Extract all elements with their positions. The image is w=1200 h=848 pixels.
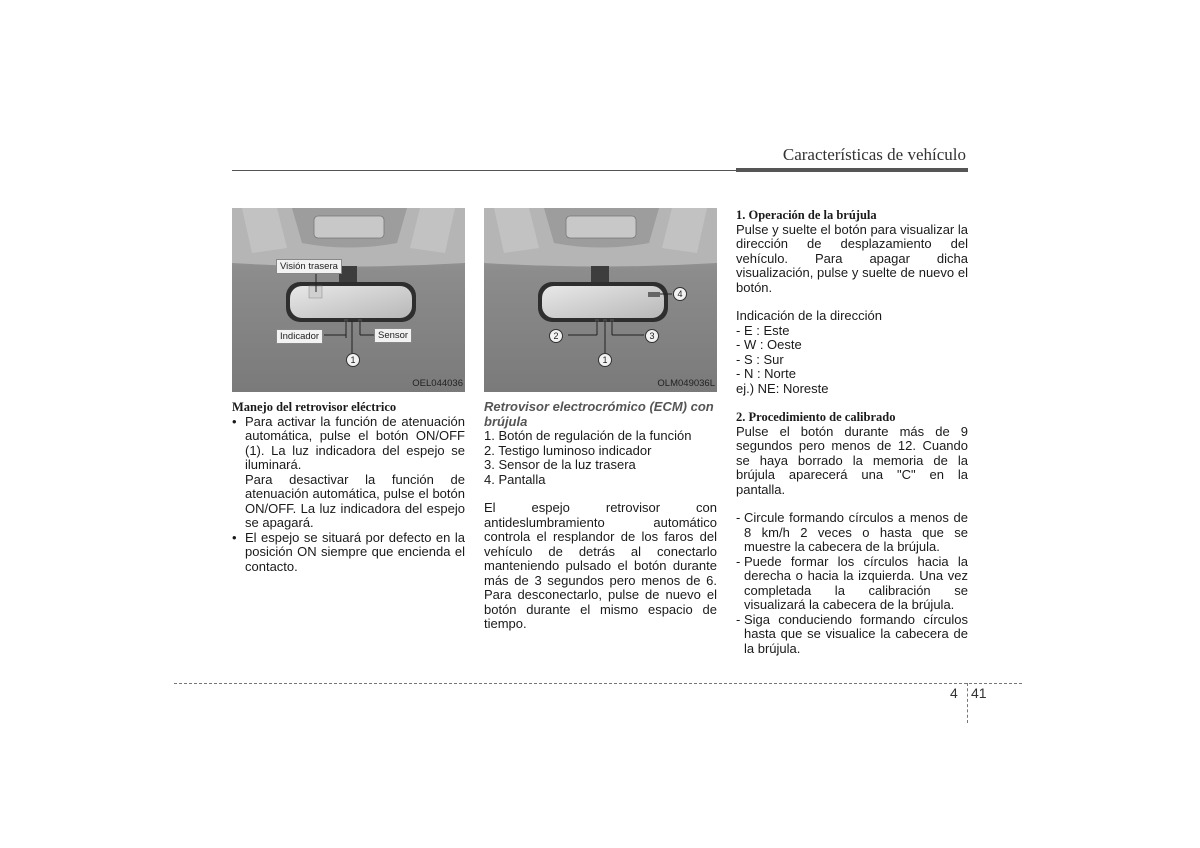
section-heading: Retrovisor electrocrómico (ECM) con brújula [484, 399, 714, 429]
label-indicator: Indicador [276, 329, 323, 344]
parts-list [484, 429, 717, 487]
bullet-list [232, 531, 465, 575]
header-rule [232, 170, 736, 171]
label-rear-view: Visión trasera [276, 259, 342, 274]
middle-column [484, 208, 717, 632]
section-heading: 1. Operación de la brújula [736, 208, 877, 222]
direction-title: Indicación de la dirección [736, 308, 882, 323]
direction-list [736, 324, 968, 382]
list-item [232, 531, 465, 575]
list-item: 4. Pantalla [484, 471, 546, 487]
footer-divider [967, 683, 968, 723]
list-item: - Siga conduciendo formando círculos hasta que se visualice la cabecera de la brújula. [736, 613, 968, 657]
mirror-figure [232, 208, 465, 392]
left-column [232, 208, 465, 574]
bullet-text: Para activar la función de atenuación automática, pulse el botón ON/OFF (1). La luz indicadora del espejo se iluminará. [245, 413, 465, 472]
list-item: - Circule formando círculos a menos de 8 km/h 2 veces o hasta que se muestre la cabecera de la brújula. [736, 511, 968, 555]
callout-1: 1 [346, 353, 360, 367]
label-sensor: Sensor [374, 328, 412, 343]
header-rule-accent [736, 168, 968, 172]
list-item: 1. Botón de regulación de la función [484, 428, 692, 443]
bullet-list [232, 415, 465, 473]
list-item: - S : Sur [736, 351, 784, 367]
chapter-number: 4 [950, 685, 958, 701]
callout-3: 3 [645, 329, 659, 343]
right-column [736, 208, 968, 656]
footer-rule [174, 683, 1022, 684]
direction-example: ej.) NE: Noreste [736, 380, 829, 396]
list-item: - Puede formar los círculos hacia la derecha o hacia la izquierda. Una vez completada la calibración se visualizará la cabecera de la brújula. [736, 555, 968, 613]
callout-2: 2 [549, 329, 563, 343]
steps-list [736, 511, 968, 656]
list-item [232, 415, 465, 473]
figure-code: OLM049036L [657, 377, 715, 389]
section-heading: Manejo del retrovisor eléctrico [232, 400, 397, 414]
bullet-text: El espejo se situará por defecto en la posición ON siempre que encienda el contacto. [245, 529, 465, 574]
paragraph: Pulse el botón durante más de 9 segundos pero menos de 12. Cuando se haya borrado la memoria de la brújula aparecerá una "C" en la pantalla. [736, 423, 968, 497]
list-item: 3. Sensor de la luz trasera [484, 457, 636, 472]
page-number: 41 [971, 685, 987, 701]
callout-4: 4 [673, 287, 687, 301]
paragraph: Para desactivar la función de atenuación automática, pulse el botón ON/OFF. La luz indicadora del espejo se apagará. [245, 471, 465, 530]
list-item: - N : Norte [736, 366, 796, 381]
list-item: - E : Este [736, 322, 790, 338]
page-header-title: Características de vehículo [782, 145, 966, 164]
section-heading: 2. Procedimiento de calibrado [736, 410, 896, 424]
paragraph: Pulse y suelte el botón para visualizar la dirección de desplazamiento del vehículo. Para apagar dicha visualización, pulse y suelte de nuevo el botón. [736, 221, 968, 295]
callout-1: 1 [598, 353, 612, 367]
list-item: - W : Oeste [736, 337, 802, 352]
list-item: 2. Testigo luminoso indicador [484, 442, 652, 458]
figure-code: OEL044036 [412, 377, 463, 389]
paragraph: El espejo retrovisor con antideslumbramiento automático controla el resplandor de los faros del vehículo de detrás al conectarlo manteniendo pulsado el botón durante más de 3 segundos pero menos de 6. Para desconectarlo, pulse de nuevo el botón durante el mismo espacio de tiempo. [484, 500, 717, 631]
ecm-mirror-figure [484, 208, 717, 392]
